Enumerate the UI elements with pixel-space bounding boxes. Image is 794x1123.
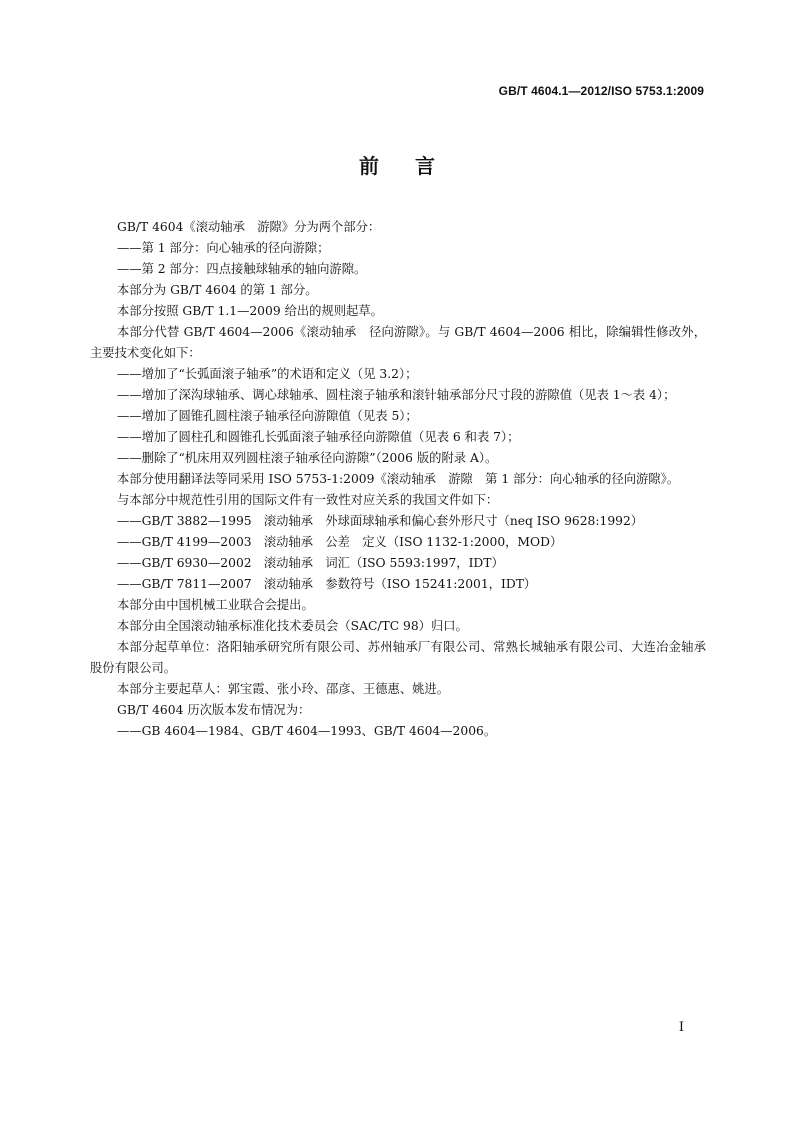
list-item-ref-4: ——GB/T 7811—2007 滚动轴承 参数符号（ISO 15241:2001，IDT） bbox=[117, 577, 537, 591]
list-item-change-2: ——增加了深沟球轴承、调心球轴承、圆柱滚子轴承和滚针轴承部分尺寸段的游隙值（见表 1～表 4）； bbox=[117, 388, 676, 402]
paragraph-adoption: 本部分使用翻译法等同采用 ISO 5753-1:2009《滚动轴承 游隙 第 1 部分：向心轴承的径向游隙》。 bbox=[117, 472, 680, 486]
list-item-part-2: ——第 2 部分：四点接触球轴承的轴向游隙。 bbox=[117, 262, 367, 276]
standard-code-header: GB/T 4604.1—2012/ISO 5753.1:2009 bbox=[498, 84, 704, 98]
paragraph-drafters: 本部分主要起草人：郭宝霞、张小玲、邵彦、王德惠、姚进。 bbox=[117, 682, 450, 696]
page-number: I bbox=[678, 1020, 684, 1035]
list-item-change-5: ——删除了“机床用双列圆柱滚子轴承径向游隙”（2006 版的附录 A）。 bbox=[117, 451, 498, 465]
paragraph-this-part: 本部分为 GB/T 4604 的第 1 部分。 bbox=[117, 283, 318, 297]
paragraph-replaces: 本部分代替 GB/T 4604—2006《滚动轴承 径向游隙》。与 GB/T 4604—2006 相比，除编辑性修改外，主要技术变化如下： bbox=[90, 325, 706, 360]
list-item-change-4: ——增加了圆柱孔和圆锥孔长弧面滚子轴承径向游隙值（见表 6 和表 7）； bbox=[117, 430, 520, 444]
page-title: 前言 bbox=[359, 154, 471, 178]
list-item-change-1: ——增加了“长弧面滚子轴承”的术语和定义（见 3.2）； bbox=[117, 367, 418, 381]
list-item-ref-3: ——GB/T 6930—2002 滚动轴承 词汇（ISO 5593:1997，IDT） bbox=[117, 556, 504, 570]
paragraph-correspondence: 与本部分中规范性引用的国际文件有一致性对应关系的我国文件如下： bbox=[117, 493, 499, 507]
list-item-change-3: ——增加了圆锥孔圆柱滚子轴承径向游隙值（见表 5）； bbox=[117, 409, 418, 423]
list-item-ref-2: ——GB/T 4199—2003 滚动轴承 公差 定义（ISO 1132-1:2000，MOD） bbox=[117, 535, 563, 549]
paragraph-drafting-units: 本部分起草单位：洛阳轴承研究所有限公司、苏州轴承厂有限公司、常熟长城轴承有限公司、大连冶金轴承股份有限公司。 bbox=[90, 640, 706, 675]
paragraph-under-jurisdiction: 本部分由全国滚动轴承标准化技术委员会（SAC/TC 98）归口。 bbox=[117, 619, 468, 633]
paragraph-drafting-rules: 本部分按照 GB/T 1.1—2009 给出的规则起草。 bbox=[117, 304, 383, 318]
list-item-history: ——GB 4604—1984、GB/T 4604—1993、GB/T 4604—2006。 bbox=[117, 724, 497, 738]
list-item-ref-1: ——GB/T 3882—1995 滚动轴承 外球面球轴承和偏心套外形尺寸（neq ISO 9628:1992） bbox=[117, 514, 644, 528]
paragraph-proposed-by: 本部分由中国机械工业联合会提出。 bbox=[117, 598, 314, 612]
foreword-body bbox=[90, 217, 706, 742]
paragraph-history-intro: GB/T 4604 历次版本发布情况为： bbox=[117, 703, 311, 717]
list-item-part-1: ——第 1 部分：向心轴承的径向游隙； bbox=[117, 241, 330, 255]
paragraph-parts-intro: GB/T 4604《滚动轴承 游隙》分为两个部分： bbox=[117, 220, 381, 234]
